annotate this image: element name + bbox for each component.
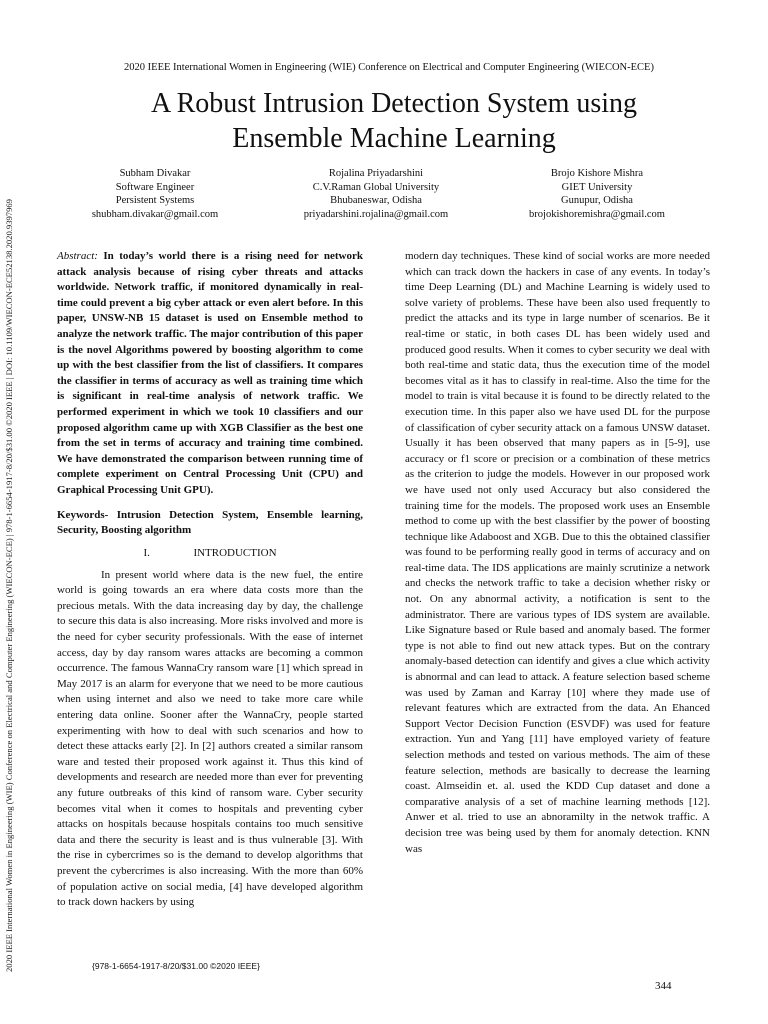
author-3 xyxy=(482,167,712,221)
author-name: Brojo Kishore Mishra xyxy=(550,168,644,179)
conference-header: 2020 IEEE International Women in Engineering (WIE) Conference on Electrical and Computer Engineering (WIECON-ECE) xyxy=(124,62,654,73)
section-heading-introduction xyxy=(57,546,363,561)
author-email[interactable]: brojokishoremishra@gmail.com xyxy=(529,208,665,220)
section-title: INTRODUCTION xyxy=(193,546,277,559)
author-block xyxy=(0,167,768,227)
author-role: GIET University xyxy=(561,181,633,193)
left-column xyxy=(57,249,363,911)
author-affiliation: Bhubaneswar, Odisha xyxy=(330,195,422,206)
author-email[interactable]: priyadarshini.rojalina@gmail.com xyxy=(303,208,449,220)
title-line-1: A Robust Intrusion Detection System using xyxy=(150,88,638,119)
intro-paragraph-right: modern day techniques. These kind of social works are more needed which can track down the hackers in case of any events. In today’s time Deep Learning (DL) and Machine Learning is widely used to solve variety of problems. These have been also used frequently to predict the attacks and its type in large number of scenarios. Be it real-time or static, in both cases DL has been widely used and produced good results. When it comes to cyber security we deal with both real-time and static data, thus the execution time of the model becomes vital as it has to classify in real-time. Also the time for the model to train is vital because it is found to be directly related to the execution time. In this paper also we have used DL for the purpose of classification of cyber security attack on a famous UNSW dataset. Usually it has been observed that many papers as in [5-9], use accuracy or f1 score or precision or a combination of these metrics as the criterion to judge the models. However in our proposed work we have used not only used Accuracy but also considered the training time for the models. The proposed work uses an Ensemble method to come up with the best classifier by the power of boosting technique like Adaboost and XGB. Due to this the obtained classifier was found to be performing really good in terms of accuracy and on real-time data. The IDS applications are mainly scrutinize a network and checks the network traffic to take a decision whether risky or not. On any abnormal activity, a notification is sent to the administrator. There are various types of IDS system are available. Like Signature based or Rule based and anomaly based. The former type is not able to find out new attack types. But on the contrary anomaly-based detection can identify and gives a clue which activity is abnormal and can lead to attack. A feature selection based scheme was used by Zaman and Karray [10] where they made use of relevant features which are extracted from the data. An Ehanced Support Vector Decision Function (ESVDF) was used for feature extraction. Yun and Yang [11] have employed variety of feature selection methods and tested on various methods. The aim of these feature selection, methods are basically to decrease the learning coast. Almseidin et. al. used the KDD Cup dataset and done a comparative analysis of a set of machine learning methods [12]. Anwer et al. tried to use an abnoramilty in the netwok traffic. A decision tree was being used by them for anomaly detection. KNN was xyxy=(405,250,710,855)
title-line-2: Ensemble Machine Learning xyxy=(232,123,556,154)
section-number: I. xyxy=(143,546,150,559)
footer-identifiers: {978-1-6654-1917-8/20/$31.00 ©2020 IEEE} xyxy=(92,961,260,971)
paper-title xyxy=(60,86,728,156)
author-1 xyxy=(40,167,270,221)
abstract-text: In today’s world there is a rising need for network attack analysis because of rising cyber threats and attacks worldwide. Network traffic, if monitored dynamically in real-time could prevent a big cyber attack or even alert before. In this paper, UNSW-NB 15 dataset is used on Ensemble method to analyze the network traffic. The major contribution of this paper is the novel Algorithms powered by boosting algorithm to come up with the best classifier from the list of classifiers. It compares the classifier in terms of accuracy as well as training time which is significant in real-time analysis of network traffic. We performed experiment in which we took 10 classifiers and our proposed algorithm came up with XGB Classifier as the best one from the set in terms of accuracy and training time combined. We have demonstrated the comparison between running time of complete experiment on Central Processing Unit (CPU) and Graphical Processing Unit GPU). xyxy=(57,250,363,496)
intro-paragraph-left: In present world where data is the new fuel, the entire world is going towards an era where data costs more than the precious metals. With the data increasing day by day, the challenge to secure this data is also increasing. More risks involved and more is the need for cyber security professionals. With the ease of internet access, day by day ransom wares attacks are becoming a common occurrence. The famous WannaCry ransom ware [1] which spread in May 2017 is an alarm for everyone that we need to be more cautious when using internet and also we need to take more care while entering data online. Sooner after the WannaCry, people started experimenting with how to deal with such scenarios and how to detect these attacks early [2]. In [2] authors created a similar ransom ware and tested their proposed work against it. Thus this kind of developments and research are needed more than ever for preventing any future outbreaks of this kind of ransom ware. Cyber security becomes vital when it comes to hospitals and preventing cyber attacks on hospitals because hospitals contains too much sensitive data and there the security is least and is thus vulnerable [3]. With the rise in cybercrimes so is the demand to develop algorithms that prevent the cybercrimes is also increasing. With the more than 60% of population active on social media, [4] have developed algorithm to track down hackers by using xyxy=(57,568,363,909)
author-role: Software Engineer xyxy=(115,181,195,193)
side-citation-note: 2020 IEEE International Women in Engineering (WIE) Conference on Electrical and Computer Engineering (WIECON-ECE) | 978-1-6654-1917-8/20/$31.00 ©2020 IEEE | DOI: 10.1109/WIECON-ECE52138.2020.9397969 xyxy=(4,199,14,972)
abstract xyxy=(57,249,363,499)
author-name: Rojalina Priyadarshini xyxy=(328,168,424,179)
author-role: C.V.Raman Global University xyxy=(312,181,440,193)
right-column xyxy=(405,249,710,857)
author-affiliation: Gunupur, Odisha xyxy=(561,195,633,206)
abstract-label: Abstract: xyxy=(57,250,98,262)
page-number: 344 xyxy=(655,980,672,992)
author-name: Subham Divakar xyxy=(119,168,191,179)
footer-identifiers-text: 978-1-6654-1917-8/20/$31.00 ©2020 IEEE xyxy=(94,961,258,971)
author-2 xyxy=(261,167,491,221)
keywords: Keywords- Intrusion Detection System, Ensemble learning, Security, Boosting algorithm xyxy=(57,508,363,537)
author-email[interactable]: shubham.divakar@gmail.com xyxy=(91,208,219,220)
author-affiliation: Persistent Systems xyxy=(115,195,195,206)
